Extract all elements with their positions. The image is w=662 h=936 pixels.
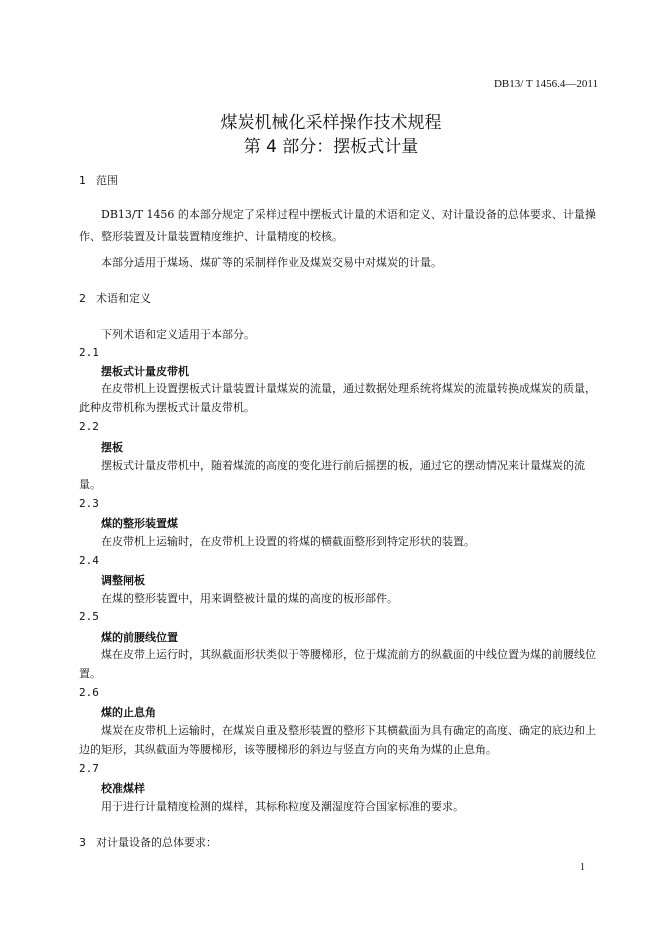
term-number: 2.4 [79, 554, 99, 567]
term-definition: 用于进行计量精度检测的煤样，其标称粒度及潮湿度符合国家标准的要求。 [101, 800, 464, 813]
term-number: 2.2 [79, 420, 99, 433]
term-title: 校准煤样 [101, 782, 145, 795]
section-heading-1 [79, 172, 118, 188]
term-title: 摆板式计量皮带机 [101, 365, 189, 378]
document-title: 煤炭机械化采样操作技术规程 [220, 113, 442, 133]
section-number: 2 [79, 292, 86, 305]
section-heading-3 [79, 834, 217, 850]
section-title: 术语和定义 [96, 292, 151, 305]
section1-paragraph-1: DB13/T 1456 的本部分规定了采样过程中摆板式计量的术语和定义、对计量设备的总体要求、计量操作、整形装置及计量装置精度维护、计量精度的校核。 [79, 208, 596, 243]
term-number: 2.5 [79, 610, 99, 623]
term-title: 煤的止息角 [101, 706, 156, 719]
section1-paragraph-2: 本部分适用于煤场、煤矿等的采制样作业及煤炭交易中对煤炭的计量。 [101, 256, 442, 269]
term-definition: 煤在皮带上运行时，其纵截面形状类似于等腰梯形，位于煤流前方的纵截面的中线位置为煤的前腰线位置。 [79, 648, 596, 680]
term-definition: 煤炭在皮带机上运输时，在煤炭自重及整形装置的整形下其横截面为具有确定的高度、确定的底边和上边的矩形，其纵截面为等腰梯形，该等腰梯形的斜边与竖直方向的夹角为煤的止息角。 [79, 724, 596, 756]
standard-code: DB13/ T 1456.4—2011 [493, 78, 598, 90]
term-definition: 在皮带机上运输时，在皮带机上设置的将煤的横截面整形到特定形状的装置。 [101, 535, 475, 548]
term-number: 2.3 [79, 497, 99, 510]
term-title: 煤的整形装置煤 [101, 517, 178, 530]
term-number: 2.7 [79, 762, 99, 775]
document-subtitle: 第 4 部分：摆板式计量 [243, 137, 419, 157]
section-title: 范围 [96, 174, 118, 187]
term-definition: 在皮带机上设置摆板式计量装置计量煤炭的流量，通过数据处理系统将煤炭的流量转换成煤炭的质量，此种皮带机称为摆板式计量皮带机。 [79, 382, 596, 414]
term-title: 煤的前腰线位置 [101, 631, 178, 644]
section2-intro: 下列术语和定义适用于本部分。 [101, 328, 255, 341]
section-title: 对计量设备的总体要求： [96, 836, 217, 849]
term-title: 调整闸板 [101, 574, 145, 587]
section-number: 1 [79, 174, 86, 187]
section-number: 3 [79, 836, 86, 849]
term-number: 2.6 [79, 686, 99, 699]
page-number: 1 [580, 862, 585, 873]
section-heading-2 [79, 290, 151, 306]
term-definition: 在煤的整形装置中，用来调整被计量的煤的高度的板形部件。 [101, 592, 398, 605]
term-definition: 摆板式计量皮带机中，随着煤流的高度的变化进行前后摇摆的板，通过它的摆动情况来计量煤炭的流量。 [79, 459, 585, 491]
term-number: 2.1 [79, 346, 99, 359]
term-title: 摆板 [101, 441, 123, 454]
